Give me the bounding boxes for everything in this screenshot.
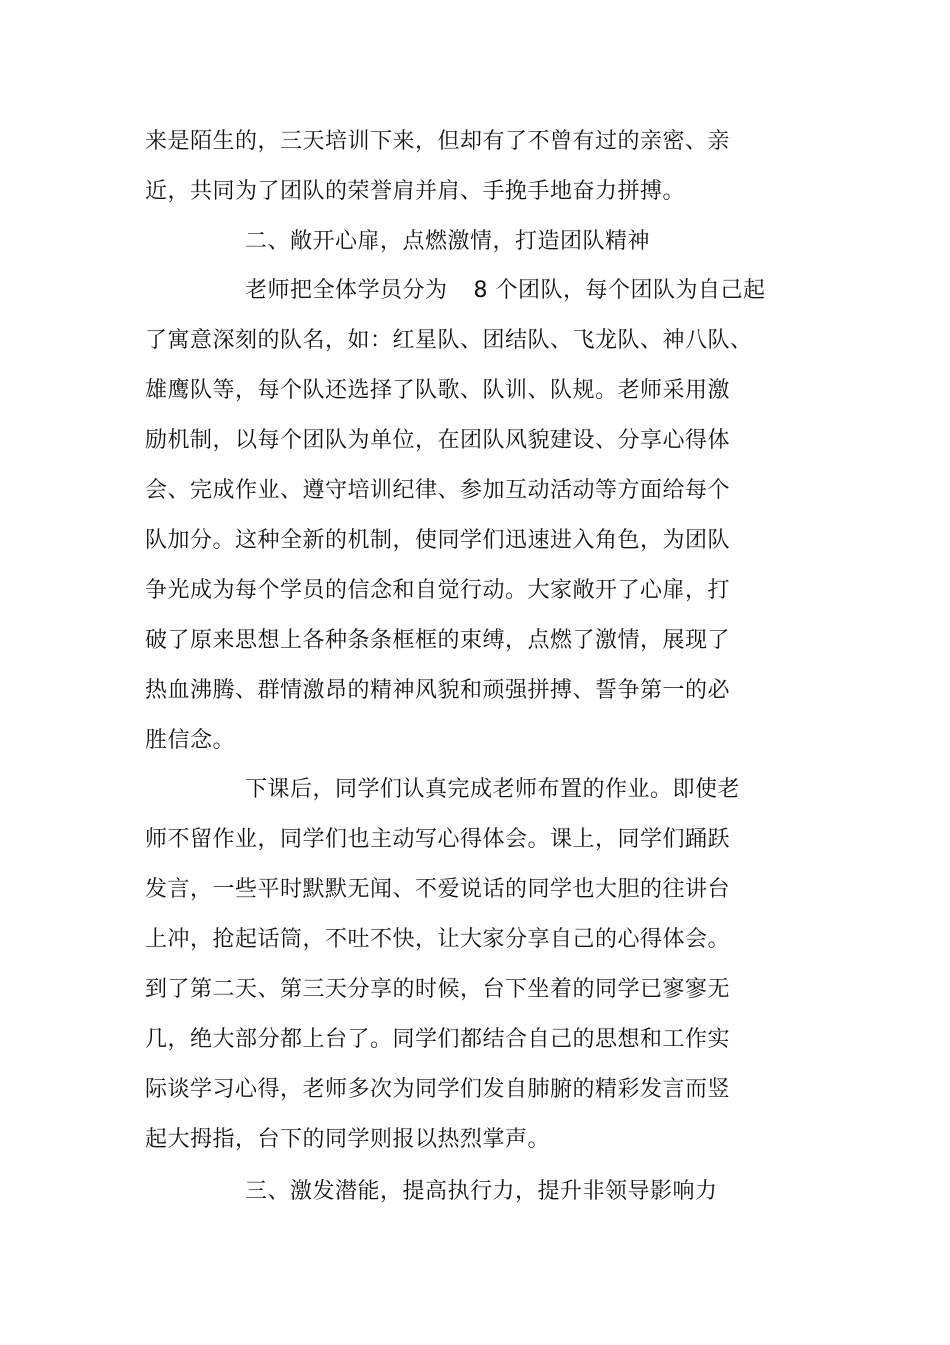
text-line: 到了第二天、第三天分享的时候，台下坐着的同学已寥寥无 [145,977,731,1002]
paragraph-first-line: 下课后，同学们认真完成老师布置的作业。即使老 [245,777,741,802]
text-line: 胜信念。 [145,728,236,753]
text-line: 几，绝大部分都上台了。同学们都结合自己的思想和工作实 [145,1027,731,1052]
text-line: 破了原来思想上各种条条框框的束缚，点燃了激情，展现了 [145,628,731,653]
text-line: 师不留作业，同学们也主动写心得体会。课上，同学们踊跃 [145,827,731,852]
text-line: 会、完成作业、遵守培训纪律、参加互动活动等方面给每个 [145,478,731,503]
text-line: 队加分。这种全新的机制，使同学们迅速进入角色，为团队 [145,528,731,553]
section-heading: 三、激发潜能，提高执行力，提升非领导影响力 [245,1179,718,1204]
text-segment: 老师把全体学员分为 [245,278,448,303]
text-line: 热血沸腾、群情激昂的精神风貌和顽强拼搏、誓争第一的必 [145,678,731,703]
text-line: 来是陌生的，三天培训下来，但却有了不曾有过的亲密、亲 [145,129,731,154]
section-heading: 二、敞开心扉，点燃激情，打造团队精神 [245,229,651,254]
text-line: 争光成为每个学员的信念和自觉行动。大家敞开了心扉，打 [145,578,731,603]
text-line: 近，共同为了团队的荣誉肩并肩、手挽手地奋力拼搏。 [145,179,686,204]
text-line: 起大拇指，台下的同学则报以热烈掌声。 [145,1127,551,1152]
paragraph-first-line [245,276,766,306]
text-line: 励机制，以每个团队为单位，在团队风貌建设、分享心得体 [145,428,731,453]
text-line: 雄鹰队等，每个队还选择了队歌、队训、队规。老师采用激 [145,378,731,403]
text-line: 发言，一些平时默默无闻、不爱说话的同学也大胆的往讲台 [145,877,731,902]
text-segment: 8 个团队，每个团队为自己起 [473,278,766,303]
text-line: 际谈学习心得，老师多次为同学们发自肺腑的精彩发言而竖 [145,1077,731,1102]
text-line: 了寓意深刻的队名，如：红星队、团结队、飞龙队、神八队、 [145,328,753,353]
text-line: 上冲，抢起话筒，不吐不快，让大家分享自己的心得体会。 [145,927,731,952]
